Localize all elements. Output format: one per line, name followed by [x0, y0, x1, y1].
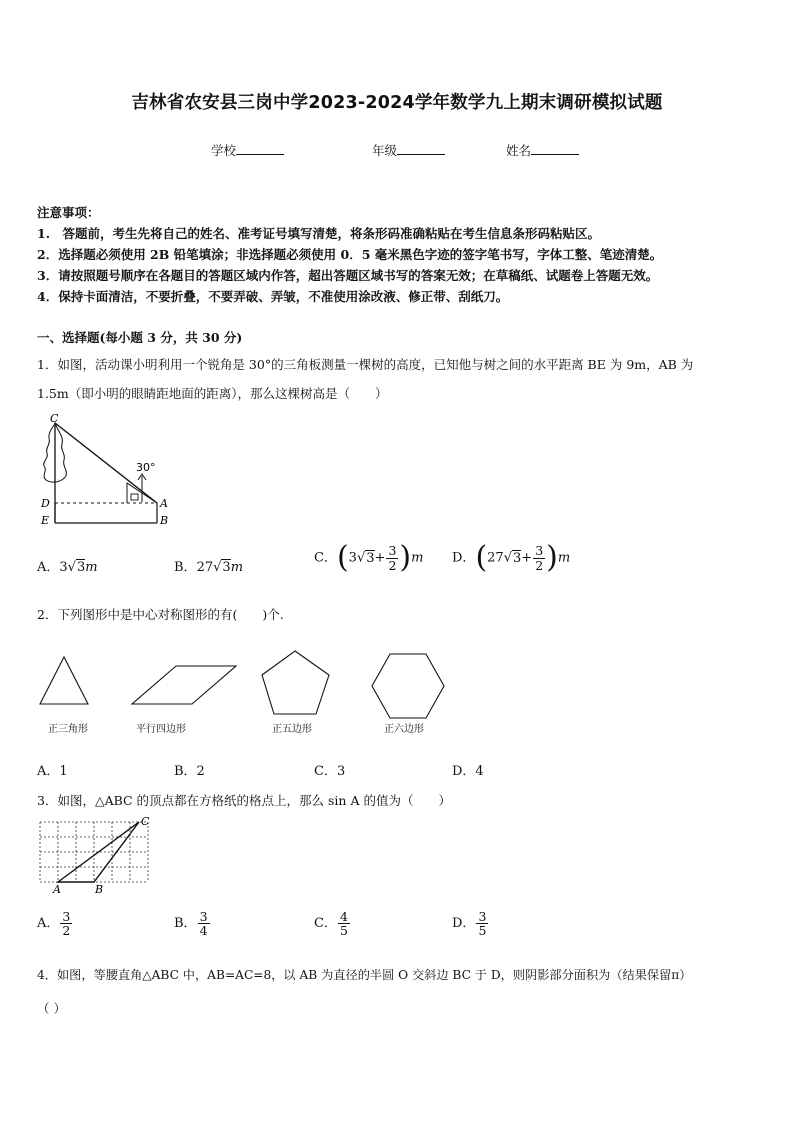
q2-option-d[interactable]: D．4	[452, 764, 484, 779]
shape-label-parallelogram: 平行四边形	[136, 724, 186, 735]
q3-grid-figure	[36, 814, 166, 898]
triangle-abc	[58, 822, 139, 882]
q3-option-d[interactable]: D． $\frac{3}{5}$	[452, 909, 487, 939]
notice-item-3: 3．请按照题号顺序在各题目的答题区域内作答，超出答题区域书写的答案无效；在草稿纸、试题卷上答题无效。	[37, 268, 659, 283]
q1-option-b[interactable]: B．27√3m	[174, 560, 244, 575]
notice-heading: 注意事项：	[37, 205, 100, 220]
q2-option-a[interactable]: A．1	[37, 764, 68, 779]
school-blank[interactable]	[236, 142, 284, 155]
q3-text: 3．如图，△ABC 的顶点都在方格纸的格点上，那么 sin A 的值为（ ）	[37, 793, 451, 808]
q1-option-c[interactable]: C．(3√3+ $\frac{3}{2}$ )m	[314, 540, 424, 575]
name-field[interactable]	[506, 141, 579, 159]
q1-option-a[interactable]: A．3√3m	[37, 560, 98, 575]
q3-label-a: A	[53, 883, 61, 896]
q1-option-d[interactable]: D．(27√3+ $\frac{3}{2}$ )m	[452, 540, 571, 575]
q3-option-a[interactable]: A． $\frac{3}{2}$	[37, 909, 71, 939]
q1-angle-label: 30°	[136, 461, 156, 474]
q1-label-e: E	[41, 514, 50, 527]
school-label: 学校	[211, 143, 237, 158]
notice-item-2: 2．选择题必须使用 2B 铅笔填涂；非选择题必须使用 0．5 毫米黑色字迹的签字笔书写，字体工整、笔迹清楚。	[37, 247, 663, 262]
q3-option-b[interactable]: B． $\frac{3}{4}$	[174, 909, 208, 939]
shape-label-triangle: 正三角形	[48, 724, 88, 735]
triangle-shape	[40, 657, 88, 704]
q1-label-a: A	[160, 497, 168, 510]
notice-item-4: 4．保持卡面清洁，不要折叠，不要弄破、弄皱，不准使用涂改液、修正带、刮纸刀。	[37, 289, 509, 304]
page-title: 吉林省农安县三岗中学2023-2024学年数学九上期末调研模拟试题	[131, 93, 663, 113]
section-heading: 一、选择题(每小题 3 分，共 30 分)	[37, 330, 243, 345]
q3-label-c: C	[141, 815, 150, 828]
q2-option-c[interactable]: C．3	[314, 764, 346, 779]
q1-label-d: D	[41, 497, 50, 510]
q1-label-c: C	[50, 412, 59, 425]
school-field[interactable]	[211, 141, 284, 159]
pentagon-shape	[262, 651, 329, 714]
hexagon-shape	[372, 654, 444, 718]
shape-label-hexagon: 正六边形	[384, 724, 424, 735]
q1-tree-figure	[36, 410, 176, 530]
grade-field[interactable]	[372, 141, 445, 159]
q1-text-line2: 1.5m（即小明的眼睛距地面的距离），那么这棵树高是（ ）	[37, 386, 388, 401]
q2-option-b[interactable]: B．2	[174, 764, 205, 779]
grade-blank[interactable]	[397, 142, 445, 155]
parallelogram-shape	[132, 666, 236, 704]
q1-label-b: B	[160, 514, 169, 527]
q3-label-b: B	[95, 883, 104, 896]
shape-label-pentagon: 正五边形	[272, 724, 312, 735]
q1-text-line1: 1．如图，活动课小明利用一个锐角是 30°的三角板测量一棵树的高度，已知他与树之间的水平距离 BE 为 9m，AB 为	[37, 357, 694, 372]
name-label: 姓名	[506, 143, 532, 158]
grade-label: 年级	[372, 143, 398, 158]
q4-text-line2: （ ）	[37, 1001, 66, 1016]
q2-text: 2．下列图形中是中心对称图形的有( )个.	[37, 607, 284, 622]
name-blank[interactable]	[531, 142, 579, 155]
q4-text-line1: 4．如图，等腰直角△ABC 中，AB=AC=8，以 AB 为直径的半圆 O 交斜边 BC 于 D，则阴影部分面积为（结果保留π）	[37, 968, 692, 982]
notice-item-1: 1. 答题前，考生先将自己的姓名、准考证号填写清楚，将条形码准确粘贴在考生信息条形码粘贴区。	[37, 226, 601, 241]
q3-option-c[interactable]: C． $\frac{4}{5}$	[314, 909, 348, 939]
